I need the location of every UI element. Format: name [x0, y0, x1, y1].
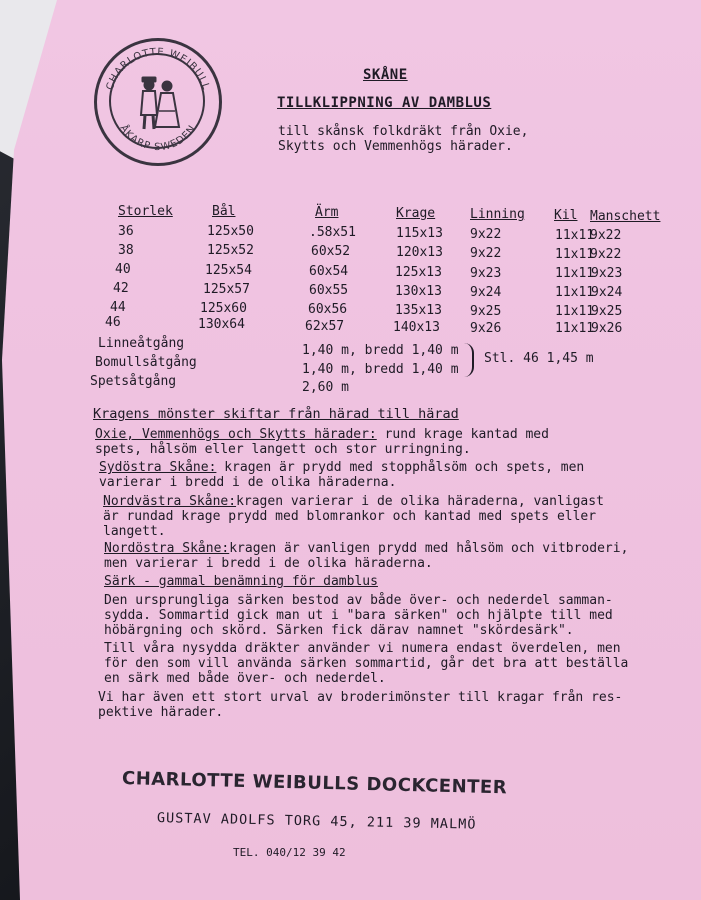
- cell-krage: 140x13: [393, 320, 440, 335]
- cell-bal: 125x60: [200, 301, 247, 316]
- cell-krage: 115x13: [396, 226, 443, 241]
- cell-linning: 9x23: [470, 266, 502, 281]
- stamp-bottom-text: ÅKARP SWEDEN: [117, 123, 199, 154]
- spets-label: Spetsåtgång: [90, 374, 177, 389]
- cell-kil: 11x11: [555, 247, 595, 262]
- cell-krage: 135x13: [395, 303, 442, 318]
- cell-arm: 60x52: [311, 244, 351, 259]
- region-title: SKÅNE: [363, 67, 408, 83]
- cell-krage: 130x13: [395, 284, 442, 299]
- cell-linning: 9x26: [470, 321, 502, 336]
- folk-couple-icon: [141, 77, 179, 129]
- cell-kil: 11x11: [555, 285, 595, 300]
- col-header-krage: Krage: [396, 206, 436, 221]
- charlotte-weibull-stamp: [94, 38, 222, 166]
- nordvast-line-1: Nordvästra Skåne:kragen varierar i de olika häraderna, vanligast: [103, 494, 604, 509]
- cell-linning: 9x24: [470, 285, 502, 300]
- cell-bal: 125x50: [207, 224, 254, 239]
- cell-arm: 60x56: [308, 302, 348, 317]
- stl-note: Stl. 46 1,45 m: [484, 351, 594, 366]
- para2-line-2: för den som vill använda särken sommartid, går det bra att beställa: [104, 656, 629, 671]
- oxie-line-2: spets, hålsöm eller langett och stor urringning.: [95, 442, 471, 457]
- cell-linning: 9x22: [470, 227, 502, 242]
- size-brace: [462, 343, 474, 377]
- cell-manschett: 9x26: [591, 321, 623, 336]
- cell-krage: 120x13: [396, 245, 443, 260]
- bomull-value: 1,40 m, bredd 1,40 m: [302, 362, 459, 377]
- cell-storlek: 44: [110, 300, 126, 315]
- para3-line-2: pektive härader.: [98, 705, 224, 720]
- para2-line-1: Till våra nysydda dräkter använder vi numera endast överdelen, men: [104, 641, 621, 656]
- section-heading-kragens: Kragens mönster skiftar från härad till härad: [93, 406, 459, 422]
- cell-manschett: 9x22: [590, 228, 622, 243]
- stamp-top-text: CHARLOTTE WEIBULL: [104, 46, 212, 92]
- cell-storlek: 42: [113, 281, 129, 296]
- cell-storlek: 36: [118, 224, 134, 239]
- col-header-kil: Kil: [554, 208, 578, 223]
- cell-storlek: 38: [118, 243, 134, 258]
- spets-value: 2,60 m: [302, 380, 349, 395]
- col-header-manschett: Manschett: [590, 209, 661, 224]
- cell-bal: 125x54: [205, 263, 252, 278]
- para1-line-1: Den ursprungliga särken bestod av både över- och nederdel samman-: [104, 593, 613, 608]
- cell-kil: 11x11: [555, 321, 595, 336]
- col-header-bal: Bål: [212, 204, 236, 219]
- cell-manschett: 9x24: [591, 285, 623, 300]
- stamp-graphic: [97, 41, 219, 163]
- cell-kil: 11x11: [555, 266, 595, 281]
- cell-bal: 130x64: [198, 317, 245, 332]
- company-name: CHARLOTTE WEIBULLS DOCKCENTER: [121, 768, 508, 799]
- cell-arm: 60x54: [309, 264, 349, 279]
- cell-manschett: 9x25: [591, 304, 623, 319]
- col-header-linning: Linning: [470, 207, 525, 222]
- cell-manschett: 9x23: [591, 266, 623, 281]
- cell-linning: 9x22: [470, 246, 502, 261]
- para1-line-3: höbärgning och skörd. Särken fick därav namnet "skördesärk".: [104, 623, 574, 638]
- sydost-line-2: varierar i bredd i de olika häraderna.: [99, 475, 397, 490]
- cell-bal: 125x57: [203, 282, 250, 297]
- nordvast-line-3: langett.: [103, 524, 166, 539]
- cell-manschett: 9x22: [590, 247, 622, 262]
- nordvast-line-2: är rundad krage prydd med blomrankor och kantad med spets eller: [103, 509, 597, 524]
- cell-kil: 11x11: [555, 304, 595, 319]
- cell-kil: 11x11: [555, 228, 595, 243]
- sydost-line-1: Sydöstra Skåne: kragen är prydd med stopphålsöm och spets, men: [99, 460, 585, 475]
- nordost-line-1: Nordöstra Skåne:kragen är vanligen prydd med hålsöm och vitbroderi,: [104, 541, 629, 556]
- subtitle-line-2: Skytts och Vemmenhögs härader.: [278, 139, 513, 154]
- cell-krage: 125x13: [395, 265, 442, 280]
- para3-line-1: Vi har även ett stort urval av broderimönster till kragar från res-: [98, 690, 623, 705]
- document-title: TILLKLIPPNING AV DAMBLUS: [277, 95, 492, 111]
- cell-arm: 62x57: [305, 319, 345, 334]
- oxie-line-1: Oxie, Vemmenhögs och Skytts härader: rund krage kantad med: [95, 427, 549, 442]
- cell-storlek: 46: [105, 315, 121, 330]
- linne-label: Linneåtgång: [98, 336, 185, 351]
- sark-heading: Särk - gammal benämning för damblus: [104, 574, 378, 589]
- linne-value: 1,40 m, bredd 1,40 m: [302, 343, 459, 358]
- cell-storlek: 40: [115, 262, 131, 277]
- cell-bal: 125x52: [207, 243, 254, 258]
- svg-text:CHARLOTTE WEIBULL: [105, 47, 212, 92]
- nordost-line-2: men varierar i bredd i de olika häraderna.: [104, 556, 433, 571]
- subtitle-line-1: till skånsk folkdräkt från Oxie,: [278, 124, 529, 139]
- company-phone: TEL. 040/12 39 42: [233, 846, 346, 859]
- cell-arm: 60x55: [309, 283, 349, 298]
- col-header-arm: Ärm: [315, 205, 339, 220]
- bomull-label: Bomullsåtgång: [95, 355, 197, 370]
- cell-arm: .58x51: [309, 225, 356, 240]
- para2-line-3: en särk med både över- och nederdel.: [104, 671, 386, 686]
- para1-line-2: sydda. Sommartid gick man ut i "bara särken" och hjälpte till med: [104, 608, 613, 623]
- company-address: GUSTAV ADOLFS TORG 45, 211 39 MALMÖ: [156, 810, 477, 833]
- col-header-storlek: Storlek: [118, 204, 173, 219]
- cell-linning: 9x25: [470, 304, 502, 319]
